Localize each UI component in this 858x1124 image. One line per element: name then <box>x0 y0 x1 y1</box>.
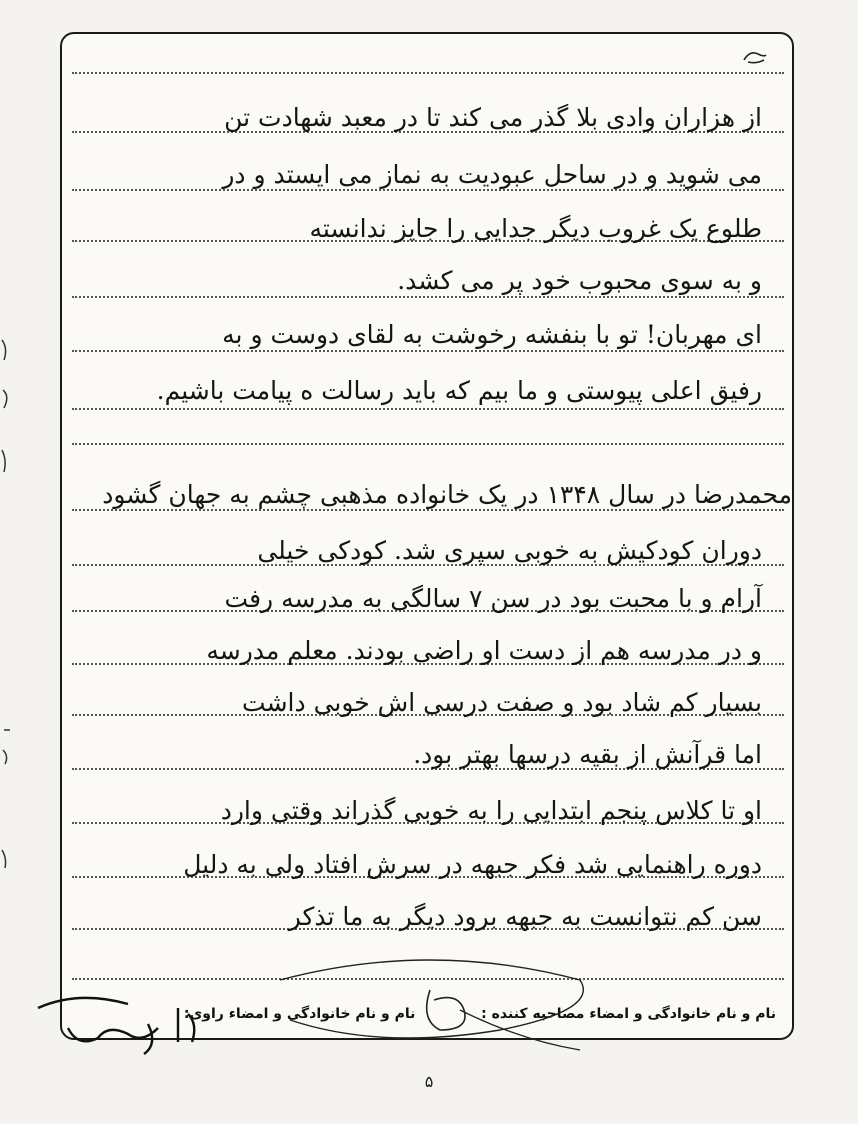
handwritten-line: محمدرضا در سال ۱۳۴۸ در یک خانواده مذهبی چشم به جهان گشود <box>102 480 792 509</box>
interviewer-signature-label: نام و نام خانوادگی و امضاء مصاحبه کننده : <box>481 1006 776 1022</box>
page-edge-bleed <box>0 330 14 890</box>
handwritten-line: از هزاران وادی بلا گذر می کند تا در معبد شهادت تن <box>224 103 762 132</box>
ruled-line <box>72 509 784 511</box>
narrator-signature-label: نام و نام خانوادگی و امضاء راوی: <box>183 1006 416 1022</box>
handwritten-line: می شوید و در ساحل عبودیت به نماز می ایستد و در <box>222 160 762 189</box>
handwritten-line: اما قرآنش از بقیه درسها بهتر بود. <box>413 740 762 769</box>
handwritten-line: و در مدرسه هم از دست او راضی بودند. معلم مدرسه <box>206 636 762 665</box>
pen-icon <box>742 48 768 66</box>
handwritten-line: رفیق اعلی پیوستی و ما بیم که باید رسالت ه پیامت باشیم. <box>156 376 762 405</box>
ruled-line <box>72 72 784 74</box>
ruled-line <box>72 296 784 298</box>
ruled-line <box>72 189 784 191</box>
ruled-line <box>72 350 784 352</box>
handwritten-line: آرام و با محبت بود در سن ۷ سالگی به مدرسه رفت <box>224 584 762 613</box>
ruled-line <box>72 408 784 410</box>
handwritten-line: دوره راهنمایی شد فکر جبهه در سرش افتاد ولی به دلیل <box>183 850 762 879</box>
handwritten-line: سن کم نتوانست به جبهه برود دیگر به ما تذکر <box>288 902 762 931</box>
handwritten-line: دوران کودکیش به خوبی سپری شد. کودکی خیلی <box>257 536 762 565</box>
handwritten-line: او تا کلاس پنجم ابتدایی را به خوبی گذراند وقتی وارد <box>220 796 762 825</box>
handwritten-line: و به سوی محبوب خود پر می کشد. <box>397 266 762 295</box>
narrator-signature <box>28 988 208 1058</box>
page-number: ۵ <box>424 1072 434 1091</box>
handwritten-line: ای مهربان! تو با بنفشه رخوشت به لقای دوست و به <box>222 320 762 349</box>
interviewer-signature <box>260 950 600 1060</box>
handwritten-line: بسیار کم شاد بود و صفت درسی اش خوبی داشت <box>242 688 762 717</box>
handwritten-line: طلوع یک غروب دیگر جدایی را جایز ندانسته <box>309 214 762 243</box>
ruled-line <box>72 443 784 445</box>
